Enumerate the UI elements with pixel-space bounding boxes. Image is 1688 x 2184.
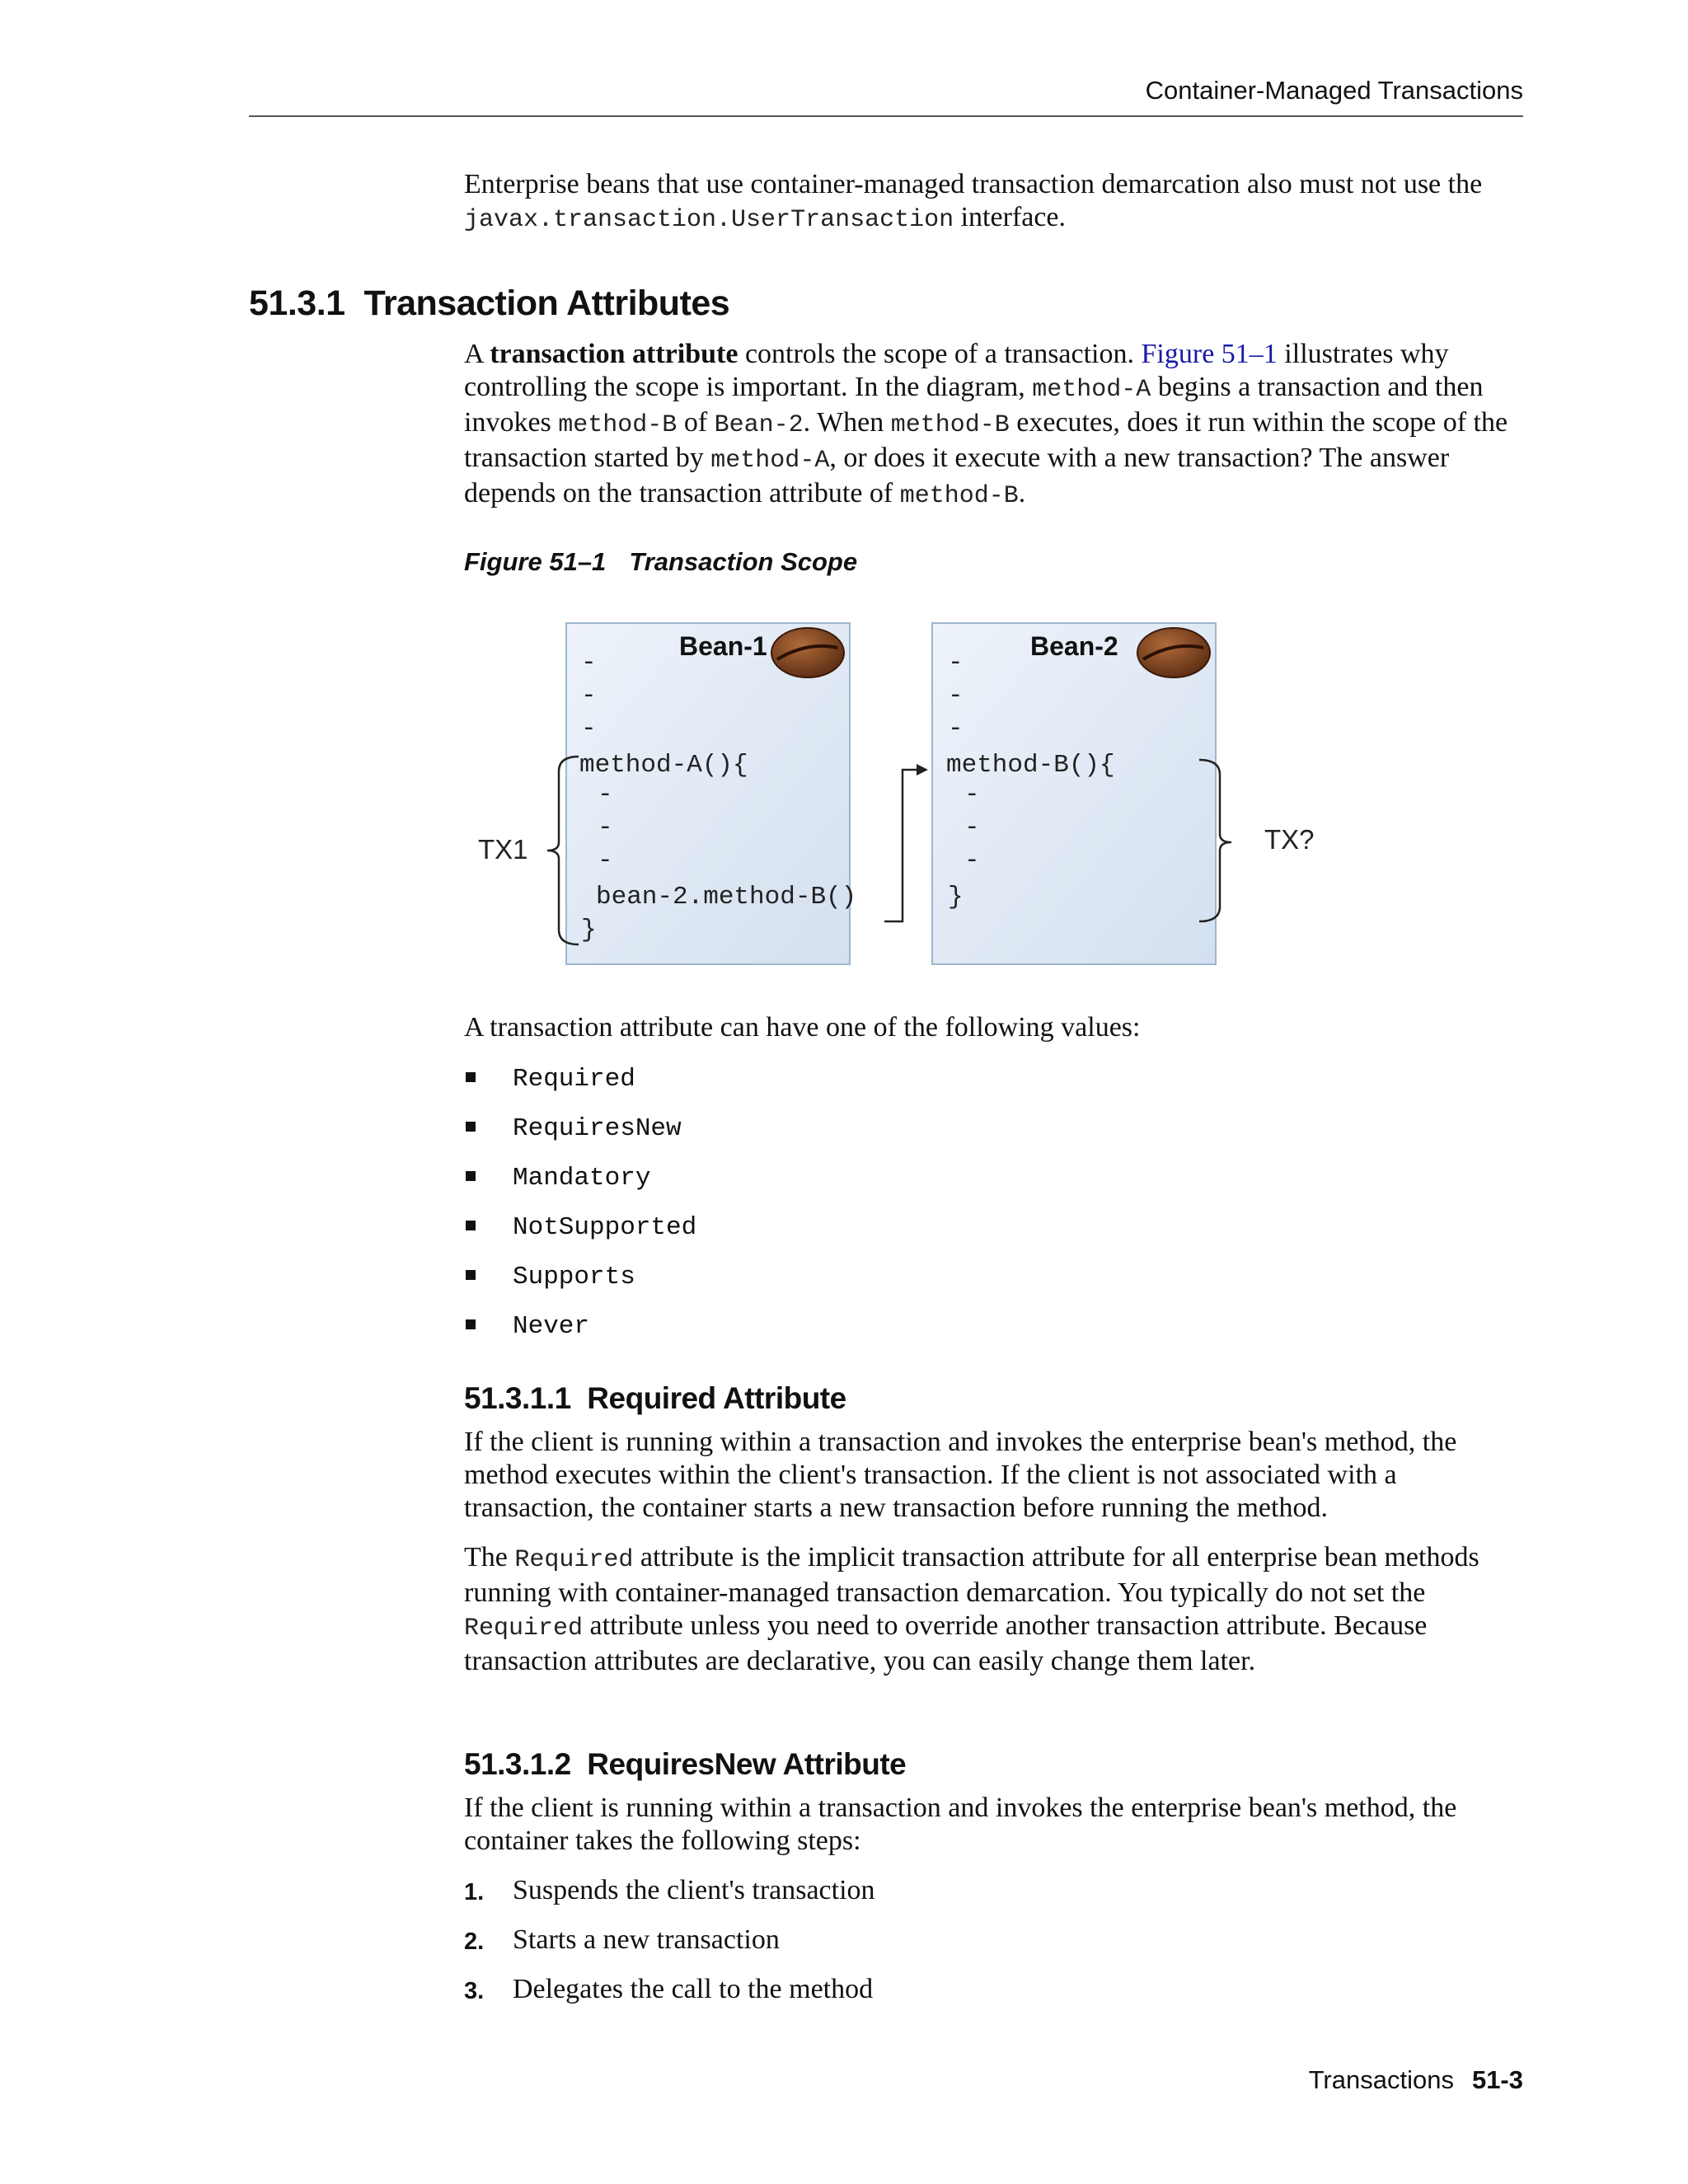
intro-code: javax.transaction.UserTransaction — [464, 206, 954, 234]
required-heading — [464, 1381, 846, 1416]
intro-text: Enterprise beans that use container-managed transaction demarcation also must not use the — [464, 169, 1483, 199]
footer-chapter: Transactions — [1308, 2065, 1454, 2094]
figure-caption — [464, 547, 857, 577]
code-dash: - — [598, 846, 613, 875]
running-header-title: Container-Managed Transactions — [1145, 76, 1523, 105]
subsection-number: 51.3.1.2 — [464, 1747, 571, 1781]
list-item — [464, 1061, 696, 1110]
section-title: Transaction Attributes — [363, 284, 730, 323]
code-dash: - — [948, 682, 964, 710]
tx2-label: TX? — [1264, 824, 1315, 855]
coffee-bean-icon — [771, 628, 844, 677]
step-number: 3. — [464, 1978, 485, 2004]
method-b-call: bean-2.method-B() — [596, 883, 857, 912]
coffee-bean-icon — [1137, 628, 1210, 677]
inline-code: Required — [464, 1615, 584, 1643]
bean-1-title: Bean-1 — [679, 631, 767, 661]
text: , or does it execute with a new transaction? The answer depends on the transaction attribute of — [464, 443, 1450, 509]
inline-code: method-A — [1032, 376, 1151, 404]
term-bold: transaction attribute — [490, 339, 738, 369]
page-header — [249, 68, 1523, 117]
code-dash: - — [598, 813, 613, 842]
step-text: Suspends the client's transaction — [513, 1875, 875, 1905]
code-dash: - — [948, 649, 964, 677]
text: . — [1018, 478, 1026, 509]
code-dash: - — [581, 649, 597, 677]
code-dash: - — [948, 715, 964, 743]
code-brace: } — [948, 883, 964, 912]
required-paragraph-1: If the client is running within a transaction and invokes the enterprise bean's method, the method executes within the client's transaction. If the client is not associated with a transaction, the container starts a new transaction before running the method. — [464, 1427, 1457, 1523]
text: attribute unless you need to override another transaction attribute. Because transaction attributes are declarative, you can easily change them later. — [464, 1610, 1428, 1676]
inline-code: method-A — [710, 447, 830, 475]
value-text: NotSupported — [513, 1213, 697, 1242]
text: attribute is the implicit transaction attribute for all enterprise bean methods running with container-managed transaction demarcation. You typically do not set the — [464, 1542, 1479, 1608]
intro-text-end: interface. — [954, 202, 1067, 232]
inline-code: method-B — [558, 411, 678, 439]
text: A — [464, 339, 490, 369]
inline-code: Required — [514, 1546, 634, 1574]
text: illustrates why controlling the scope is important. In the diagram, — [464, 339, 1449, 402]
bean-2-title: Bean-2 — [1030, 631, 1118, 661]
section-number: 51.3.1 — [249, 284, 345, 323]
text: begins a transaction and then invokes — [464, 372, 1484, 438]
figure-link[interactable]: Figure 51–1 — [1141, 339, 1278, 369]
subsection-number: 51.3.1.1 — [464, 1381, 571, 1415]
list-item — [464, 1924, 875, 1973]
transaction-scope-diagram — [462, 610, 1335, 972]
list-item — [464, 1110, 696, 1160]
code-dash: - — [581, 682, 597, 710]
inline-code: Bean-2 — [714, 411, 804, 439]
subsection-title: RequiresNew Attribute — [587, 1747, 907, 1781]
text: executes, does it run within the scope of the transaction started by — [464, 407, 1508, 473]
code-dash: - — [598, 780, 613, 809]
code-dash: - — [964, 780, 980, 809]
value-text: RequiresNew — [513, 1114, 682, 1143]
requiresnew-paragraph: If the client is running within a transaction and invokes the enterprise bean's method, the container takes the following steps: — [464, 1793, 1457, 1856]
text: controls the scope of a transaction. — [738, 339, 1142, 369]
value-text: Mandatory — [513, 1164, 651, 1193]
required-paragraph-2 — [464, 1541, 1527, 1678]
method-b-signature: method-B(){ — [946, 751, 1115, 780]
step-number: 2. — [464, 1929, 485, 1955]
figure-caption-number: Figure 51–1 — [464, 547, 607, 576]
tx1-label: TX1 — [478, 834, 528, 865]
list-item — [464, 1209, 696, 1258]
intro-paragraph — [464, 168, 1527, 237]
step-number: 1. — [464, 1879, 485, 1905]
value-text: Never — [513, 1312, 590, 1341]
list-item — [464, 1258, 696, 1308]
requiresnew-steps — [464, 1874, 875, 2022]
step-text: Delegates the call to the method — [513, 1974, 874, 2004]
requiresnew-heading — [464, 1747, 906, 1782]
inline-code: method-B — [899, 482, 1019, 510]
method-a-signature: method-A(){ — [579, 751, 748, 780]
section-heading — [249, 284, 729, 324]
code-dash: - — [581, 715, 597, 743]
list-item — [464, 1160, 696, 1209]
text: of — [677, 407, 715, 438]
list-item — [464, 1973, 875, 2022]
code-dash: - — [964, 846, 980, 875]
page-footer — [1309, 2065, 1523, 2095]
value-text: Supports — [513, 1263, 635, 1291]
section-paragraph — [464, 338, 1527, 513]
list-item — [464, 1874, 875, 1924]
call-arrow — [884, 764, 928, 921]
list-item — [464, 1308, 696, 1357]
figure-caption-title: Transaction Scope — [629, 547, 858, 576]
step-text: Starts a new transaction — [513, 1924, 780, 1955]
subsection-title: Required Attribute — [587, 1381, 846, 1415]
footer-page-number: 51-3 — [1471, 2065, 1523, 2094]
attribute-values-list — [464, 1061, 696, 1357]
code-brace: } — [581, 916, 597, 944]
text: The — [464, 1542, 515, 1572]
values-intro: A transaction attribute can have one of the following values: — [464, 1012, 1141, 1043]
inline-code: method-B — [890, 411, 1010, 439]
text: . When — [803, 407, 891, 438]
value-text: Required — [513, 1065, 635, 1094]
code-dash: - — [964, 813, 980, 842]
